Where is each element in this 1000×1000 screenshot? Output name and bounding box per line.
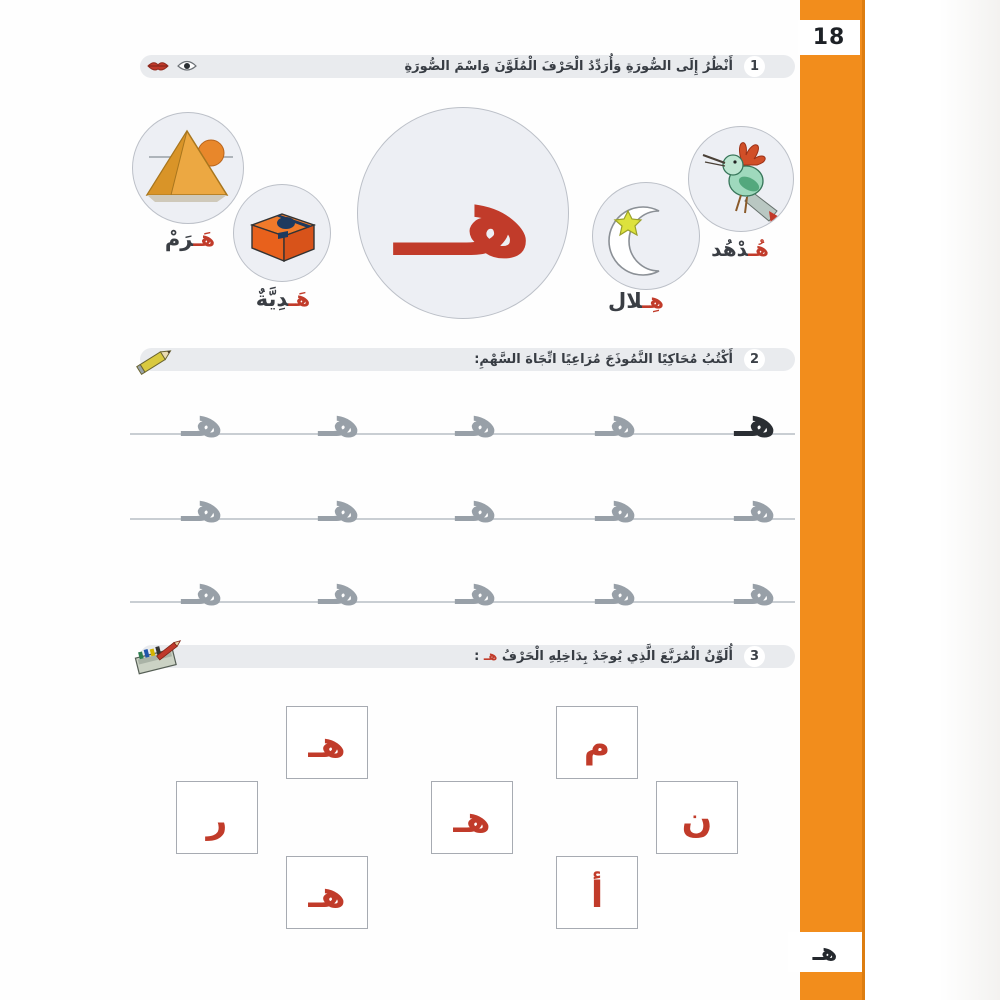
main-letter-circle <box>357 107 569 319</box>
pyramid-circle <box>132 112 244 224</box>
word-hudhud: هُـدْهُد <box>711 237 769 261</box>
pencil-icon <box>132 340 178 384</box>
section3-number: 3 <box>744 646 765 667</box>
section1-header <box>140 55 795 78</box>
crescent-moon-image <box>595 185 697 287</box>
page-number: 18 <box>798 20 860 55</box>
page-edge-shadow <box>865 0 1000 1000</box>
practice-row-1 <box>130 393 795 446</box>
trace-letter: هـ <box>734 485 776 531</box>
section2-instruction: أَكْتُبُ مُحَاكِيًا النَّمُوذَجَ مُرَاعِيًا اتِّجَاهَ السَّهْمِ: <box>474 352 733 367</box>
choice-box-ra[interactable]: ر <box>176 781 258 854</box>
section2-number: 2 <box>744 349 765 370</box>
section3-instruction: أُلَوِّنُ الْمُرَبَّعَ الَّذِي يُوجَدُ بِدَاخِلِهِ الْحَرْفُ هـ : <box>474 649 733 664</box>
trace-letter: هـ <box>734 568 776 614</box>
trace-letter: هـ <box>181 568 223 614</box>
eye-icon <box>176 58 198 77</box>
letter-tab: هـ <box>788 932 862 972</box>
practice-row-3 <box>130 561 795 614</box>
choice-box-ha-2[interactable]: هـ <box>431 781 513 854</box>
section1-instruction: أَنْظُرُ إِلَى الصُّورَةِ وَأُرَدِّدُ الْحَرْفَ الْمُلَوَّنَ وَاسْمَ الصُّورَةِ <box>404 59 733 74</box>
trace-letter: هـ <box>181 485 223 531</box>
trace-letter: هـ <box>595 400 637 446</box>
trace-letter: هـ <box>455 568 497 614</box>
hoopoe-circle <box>688 126 794 232</box>
word-hadiyya: هَـدِيَّةٌ <box>255 287 311 311</box>
trace-letter: هـ <box>318 400 360 446</box>
choice-box-ha-1[interactable]: هـ <box>286 706 368 779</box>
gift-circle <box>233 184 331 282</box>
section1-number: 1 <box>744 56 765 77</box>
trace-letter: هـ <box>595 568 637 614</box>
trace-letter: هـ <box>595 485 637 531</box>
practice-row-2 <box>130 478 795 531</box>
section3-header <box>140 645 795 668</box>
pyramid-image <box>135 115 241 221</box>
trace-letter: هـ <box>318 485 360 531</box>
choice-box-alif[interactable]: أ <box>556 856 638 929</box>
section2-header <box>140 348 795 371</box>
hoopoe-bird-image <box>691 129 791 229</box>
choice-box-ha-3[interactable]: هـ <box>286 856 368 929</box>
main-letter: هــ <box>394 162 532 279</box>
trace-letter: هـ <box>181 400 223 446</box>
word-haram: هَـرَمْ <box>164 227 216 251</box>
crescent-circle <box>592 182 700 290</box>
trace-letter: هـ <box>455 400 497 446</box>
model-letter: هـ <box>734 400 776 446</box>
choice-box-noon[interactable]: ن <box>656 781 738 854</box>
target-letter: هـ <box>483 649 498 664</box>
choice-box-meem[interactable]: م <box>556 706 638 779</box>
trace-letter: هـ <box>318 568 360 614</box>
word-hilal: هِـلال <box>608 289 664 313</box>
trace-letter: هـ <box>455 485 497 531</box>
gift-box-image <box>236 187 328 279</box>
orange-side-stripe <box>800 0 865 1000</box>
crayon-box-icon <box>128 635 186 685</box>
